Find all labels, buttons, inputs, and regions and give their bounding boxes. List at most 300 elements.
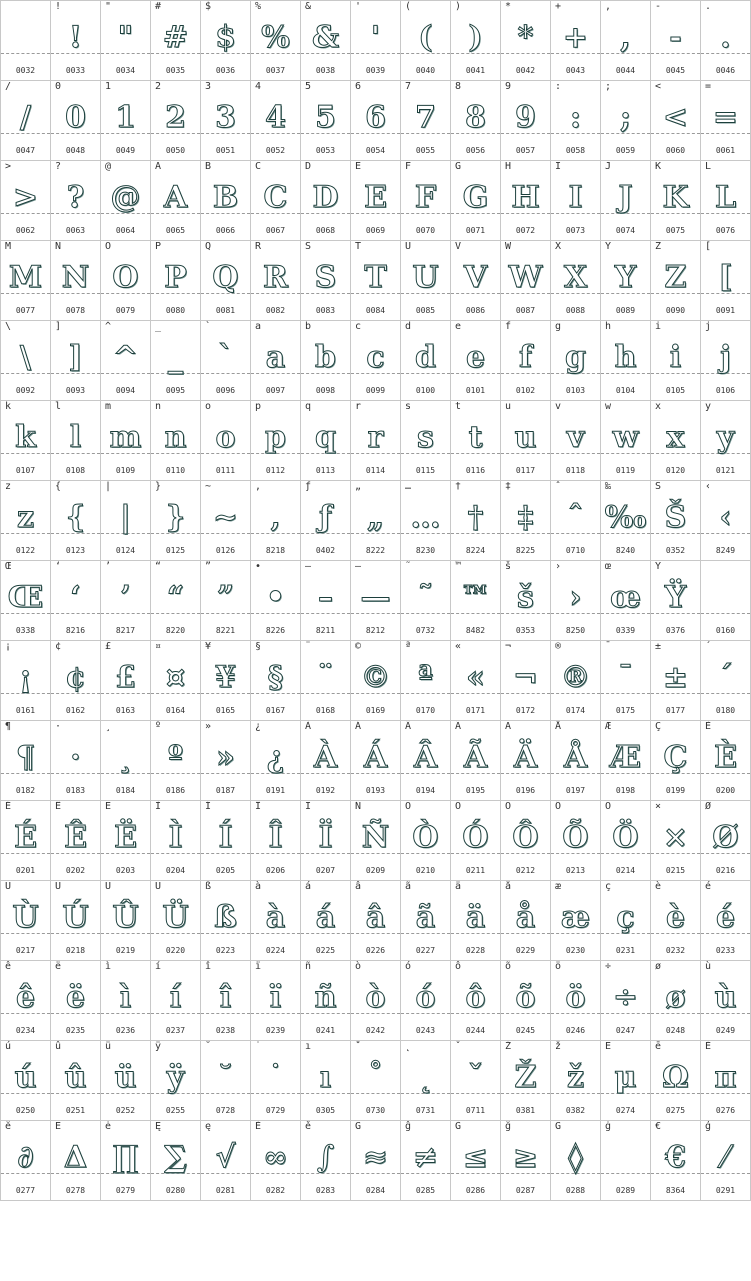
glyph-cell xyxy=(51,401,101,481)
glyph-cell xyxy=(201,321,251,401)
glyph-sample: Á xyxy=(363,740,388,775)
glyph-label: ˜ xyxy=(405,561,412,572)
glyph-sample: j xyxy=(720,340,731,375)
glyph-code: 0068 xyxy=(315,226,336,235)
glyph-sample: p xyxy=(265,420,286,455)
glyph-code: 0119 xyxy=(615,466,636,475)
glyph-code: 0171 xyxy=(465,706,486,715)
glyph-cell xyxy=(401,401,451,481)
glyph-label: š xyxy=(505,561,512,572)
glyph-cell xyxy=(701,161,751,241)
glyph-sample: = xyxy=(712,100,739,135)
glyph-sample: Ê xyxy=(64,820,87,855)
glyph-label: ¬ xyxy=(505,641,512,652)
glyph-code: 0180 xyxy=(715,706,736,715)
glyph-sample: K xyxy=(662,180,689,215)
glyph-label: Ø xyxy=(705,801,712,812)
glyph-label: “ xyxy=(155,561,162,572)
glyph-label: ø xyxy=(655,961,662,972)
glyph-sample: 7 xyxy=(415,100,436,135)
glyph-label: õ xyxy=(505,961,512,972)
glyph-code: 0063 xyxy=(65,226,86,235)
glyph-cell xyxy=(451,1041,501,1121)
glyph-label: ‘ xyxy=(55,561,62,572)
glyph-code: 0286 xyxy=(465,1186,486,1195)
glyph-code: 0711 xyxy=(465,1106,486,1115)
glyph-sample: B xyxy=(212,180,239,215)
glyph-sample: ˙ xyxy=(268,1060,283,1095)
glyph-cell xyxy=(0,881,51,961)
glyph-sample: § xyxy=(267,660,284,695)
glyph-code: 0072 xyxy=(515,226,536,235)
glyph-code: 0042 xyxy=(515,66,536,75)
glyph-code: 0111 xyxy=(215,466,236,475)
glyph-label: ¡ xyxy=(5,641,12,652)
glyph-sample: ë xyxy=(65,980,86,1015)
glyph-label: \ xyxy=(5,321,12,332)
glyph-sample: h xyxy=(614,340,637,375)
glyph-code: 0730 xyxy=(365,1106,386,1115)
glyph-sample: û xyxy=(64,1060,87,1095)
glyph-code: 8225 xyxy=(515,546,536,555)
glyph-code: 0114 xyxy=(365,466,386,475)
glyph-label: Ú xyxy=(55,881,62,892)
glyph-code: 0120 xyxy=(665,466,686,475)
glyph-label: « xyxy=(455,641,462,652)
glyph-sample: 9 xyxy=(515,100,536,135)
glyph-code: 0168 xyxy=(315,706,336,715)
glyph-sample: ñ xyxy=(314,980,337,1015)
glyph-code: 0087 xyxy=(515,306,536,315)
glyph-label: ¤ xyxy=(155,641,162,652)
glyph-label: ª xyxy=(405,641,412,652)
glyph-code: 0288 xyxy=(565,1186,586,1195)
glyph-label: ~ xyxy=(205,481,212,492)
glyph-cell xyxy=(451,161,501,241)
glyph-code: 0088 xyxy=(565,306,586,315)
glyph-cell xyxy=(451,881,501,961)
glyph-cell xyxy=(451,321,501,401)
glyph-cell xyxy=(551,721,601,801)
glyph-cell xyxy=(401,801,451,881)
glyph-cell xyxy=(701,1121,751,1201)
glyph-label: ô xyxy=(455,961,462,972)
glyph-cell xyxy=(351,881,401,961)
glyph-label: × xyxy=(655,801,662,812)
glyph-cell xyxy=(251,1041,301,1121)
glyph-cell xyxy=(201,881,251,961)
glyph-code: 0034 xyxy=(115,66,136,75)
glyph-label: + xyxy=(555,1,562,12)
glyph-label: ± xyxy=(655,641,662,652)
glyph-sample: ) xyxy=(468,20,483,55)
glyph-label: Y xyxy=(605,241,612,252)
glyph-code: 0275 xyxy=(665,1106,686,1115)
glyph-sample: ? xyxy=(66,180,85,215)
glyph-sample: % xyxy=(261,20,290,55)
glyph-label: ê xyxy=(5,961,12,972)
glyph-label: Ó xyxy=(455,801,462,812)
glyph-sample: H xyxy=(511,180,540,215)
glyph-code: 0093 xyxy=(65,386,86,395)
glyph-cell xyxy=(501,561,551,641)
glyph-sample: μ xyxy=(614,1060,637,1095)
glyph-code: 0164 xyxy=(165,706,186,715)
glyph-sample: Š xyxy=(664,500,687,535)
glyph-code: 0112 xyxy=(265,466,286,475)
glyph-code: 0238 xyxy=(215,1026,236,1035)
glyph-label: † xyxy=(455,481,462,492)
glyph-cell xyxy=(0,401,51,481)
glyph-code: 0193 xyxy=(365,786,386,795)
glyph-label: § xyxy=(255,641,262,652)
glyph-code: 0084 xyxy=(365,306,386,315)
glyph-cell xyxy=(301,801,351,881)
glyph-sample xyxy=(1,15,50,61)
glyph-label: ã xyxy=(405,881,412,892)
glyph-cell xyxy=(701,81,751,161)
glyph-label: û xyxy=(55,1041,62,1052)
glyph-label: Ä xyxy=(505,721,512,732)
glyph-code: 0278 xyxy=(65,1186,86,1195)
glyph-code: 0055 xyxy=(415,146,436,155)
glyph-sample: ‘ xyxy=(70,580,81,615)
glyph-sample: ž xyxy=(566,1060,585,1095)
glyph-cell xyxy=(701,481,751,561)
glyph-sample: · xyxy=(70,740,81,775)
glyph-label: ” xyxy=(205,561,212,572)
glyph-cell xyxy=(51,961,101,1041)
glyph-code: 0124 xyxy=(115,546,136,555)
glyph-cell xyxy=(251,241,301,321)
glyph-sample: ≈ xyxy=(362,1140,389,1175)
glyph-sample: Î xyxy=(268,820,283,855)
glyph-sample: À xyxy=(313,740,338,775)
glyph-label: J xyxy=(605,161,612,172)
glyph-label: ¿ xyxy=(255,721,262,732)
glyph-cell xyxy=(501,321,551,401)
glyph-code: 0187 xyxy=(215,786,236,795)
glyph-cell xyxy=(201,801,251,881)
glyph-sample: - xyxy=(669,20,682,55)
glyph-sample: Ï xyxy=(318,820,333,855)
glyph-label: Á xyxy=(355,721,362,732)
glyph-code: 8226 xyxy=(265,626,286,635)
glyph-code: 0041 xyxy=(465,66,486,75)
glyph-label: ö xyxy=(555,961,562,972)
glyph-code: 0118 xyxy=(565,466,586,475)
glyph-sample: u xyxy=(514,420,537,455)
glyph-label: … xyxy=(405,481,412,492)
glyph-cell xyxy=(551,1121,601,1201)
glyph-cell xyxy=(401,561,451,641)
glyph-sample: ¶ xyxy=(15,740,36,775)
glyph-code: 0126 xyxy=(215,546,236,555)
glyph-sample: 8 xyxy=(465,100,486,135)
glyph-code: 0078 xyxy=(65,306,86,315)
glyph-cell xyxy=(301,161,351,241)
glyph-code: 0115 xyxy=(415,466,436,475)
glyph-code: 0045 xyxy=(665,66,686,75)
glyph-sample: ◊ xyxy=(568,1140,583,1175)
glyph-code: 0062 xyxy=(15,226,36,235)
glyph-sample: Ñ xyxy=(361,820,390,855)
glyph-cell xyxy=(51,641,101,721)
glyph-label: Ē xyxy=(605,1041,612,1052)
glyph-label: r xyxy=(355,401,362,412)
glyph-sample: ˆ xyxy=(568,500,583,535)
glyph-label: 3 xyxy=(205,81,212,92)
glyph-code: 0225 xyxy=(315,946,336,955)
glyph-label: ´ xyxy=(705,641,712,652)
glyph-label: È xyxy=(705,721,712,732)
glyph-cell xyxy=(551,401,601,481)
glyph-code: 0125 xyxy=(165,546,186,555)
glyph-label: A xyxy=(155,161,162,172)
glyph-label: î xyxy=(205,961,212,972)
glyph-cell xyxy=(451,561,501,641)
glyph-code: 0038 xyxy=(315,66,336,75)
glyph-code: 0216 xyxy=(715,866,736,875)
glyph-sample: ÿ xyxy=(166,1060,185,1095)
glyph-sample: ı xyxy=(319,1060,332,1095)
glyph-code: 8218 xyxy=(265,546,286,555)
glyph-cell xyxy=(551,641,601,721)
glyph-sample: ø xyxy=(665,980,686,1015)
glyph-label: € xyxy=(655,1121,662,1132)
glyph-label: ò xyxy=(355,961,362,972)
glyph-code: 0121 xyxy=(715,466,736,475)
glyph-sample xyxy=(701,575,750,621)
glyph-cell xyxy=(501,1121,551,1201)
glyph-code: 0075 xyxy=(665,226,686,235)
glyph-sample: † xyxy=(467,500,484,535)
glyph-sample: Ö xyxy=(612,820,639,855)
glyph-cell xyxy=(151,721,201,801)
glyph-cell xyxy=(701,881,751,961)
glyph-sample: « xyxy=(466,660,485,695)
glyph-sample: , xyxy=(620,20,631,55)
glyph-cell xyxy=(501,801,551,881)
glyph-code: 0051 xyxy=(215,146,236,155)
glyph-label: ‚ xyxy=(255,481,262,492)
glyph-label: ¨ xyxy=(305,641,312,652)
glyph-label: Î xyxy=(255,801,262,812)
glyph-sample: ¯ xyxy=(618,660,633,695)
glyph-cell xyxy=(651,721,701,801)
glyph-cell xyxy=(701,1041,751,1121)
glyph-sample: o xyxy=(215,420,236,455)
glyph-cell xyxy=(0,721,51,801)
glyph-cell xyxy=(351,961,401,1041)
glyph-label: Å xyxy=(555,721,562,732)
glyph-code: 0163 xyxy=(115,706,136,715)
glyph-code: 0201 xyxy=(15,866,36,875)
glyph-cell xyxy=(201,641,251,721)
glyph-label: Ï xyxy=(305,801,312,812)
glyph-cell xyxy=(401,81,451,161)
glyph-code: 0090 xyxy=(665,306,686,315)
glyph-sample: ^ xyxy=(112,340,139,375)
glyph-cell xyxy=(101,881,151,961)
glyph-sample: F xyxy=(414,180,437,215)
glyph-sample: æ xyxy=(560,900,591,935)
glyph-sample: b xyxy=(315,340,336,375)
glyph-label: C xyxy=(255,161,262,172)
glyph-cell xyxy=(101,801,151,881)
glyph-cell xyxy=(651,1,701,81)
glyph-cell xyxy=(551,801,601,881)
glyph-label: < xyxy=(655,81,662,92)
glyph-cell xyxy=(301,881,351,961)
glyph-code: 0236 xyxy=(115,1026,136,1035)
glyph-sample: W xyxy=(508,260,543,295)
glyph-sample: ï xyxy=(269,980,282,1015)
glyph-label: ĝ xyxy=(405,1121,412,1132)
glyph-label: ™ xyxy=(455,561,462,572)
glyph-label: ÷ xyxy=(605,961,612,972)
glyph-code: 0195 xyxy=(465,786,486,795)
glyph-sample: 1 xyxy=(115,100,136,135)
glyph-cell xyxy=(301,1041,351,1121)
glyph-sample: Æ xyxy=(609,740,642,775)
glyph-sample: Ô xyxy=(512,820,539,855)
glyph-sample: V xyxy=(463,260,488,295)
glyph-label: â xyxy=(355,881,362,892)
glyph-cell xyxy=(701,321,751,401)
glyph-label: ñ xyxy=(305,961,312,972)
glyph-code: 0247 xyxy=(615,1026,636,1035)
glyph-label: á xyxy=(305,881,312,892)
glyph-label: Z xyxy=(655,241,662,252)
glyph-cell xyxy=(251,1,301,81)
glyph-label: Ü xyxy=(155,881,162,892)
glyph-label: ‰ xyxy=(605,481,612,492)
glyph-label: ˙ xyxy=(255,1041,262,1052)
glyph-cell xyxy=(701,1,751,81)
glyph-code: 0241 xyxy=(315,1026,336,1035)
glyph-label: @ xyxy=(105,161,112,172)
glyph-cell xyxy=(251,1121,301,1201)
glyph-cell xyxy=(201,401,251,481)
glyph-code: 0046 xyxy=(715,66,736,75)
glyph-label: v xyxy=(555,401,562,412)
glyph-sample: ƒ xyxy=(319,500,332,535)
glyph-cell xyxy=(301,961,351,1041)
glyph-sample: ´ xyxy=(718,660,733,695)
glyph-sample: c xyxy=(366,340,385,375)
glyph-sample: â xyxy=(365,900,386,935)
glyph-cell xyxy=(151,961,201,1041)
glyph-cell xyxy=(601,881,651,961)
glyph-label: 8 xyxy=(455,81,462,92)
glyph-cell xyxy=(401,881,451,961)
glyph-code: 0218 xyxy=(65,946,86,955)
glyph-label: ( xyxy=(405,1,412,12)
glyph-label: ç xyxy=(605,881,612,892)
glyph-sample: Ž xyxy=(514,1060,537,1095)
glyph-sample: ” xyxy=(216,580,235,615)
glyph-label: Ġ xyxy=(555,1121,562,1132)
glyph-sample: £ xyxy=(115,660,136,695)
glyph-cell xyxy=(201,561,251,641)
glyph-code: 0182 xyxy=(15,786,36,795)
glyph-code: 0287 xyxy=(515,1186,536,1195)
glyph-code: 0105 xyxy=(665,386,686,395)
glyph-label: Ö xyxy=(605,801,612,812)
glyph-cell xyxy=(201,1041,251,1121)
glyph-sample: Ó xyxy=(462,820,489,855)
glyph-code: 0223 xyxy=(215,946,236,955)
glyph-cell xyxy=(201,721,251,801)
glyph-cell xyxy=(151,1041,201,1121)
glyph-sample: å xyxy=(515,900,536,935)
glyph-code: 0160 xyxy=(715,626,736,635)
glyph-label: É xyxy=(5,801,12,812)
glyph-label: o xyxy=(205,401,212,412)
glyph-cell xyxy=(151,321,201,401)
glyph-label: ˛ xyxy=(405,1041,412,1052)
glyph-sample: 3 xyxy=(215,100,236,135)
glyph-sample: Í xyxy=(218,820,233,855)
glyph-label: L xyxy=(705,161,712,172)
glyph-sample: ¤ xyxy=(165,660,186,695)
glyph-sample: : xyxy=(569,100,582,135)
glyph-sample: ü xyxy=(114,1060,137,1095)
glyph-cell xyxy=(351,1041,401,1121)
glyph-sample: Û xyxy=(112,900,139,935)
glyph-sample: ô xyxy=(465,980,486,1015)
glyph-label: w xyxy=(605,401,612,412)
glyph-cell xyxy=(51,321,101,401)
glyph-sample: " xyxy=(117,20,134,55)
glyph-code: 0058 xyxy=(565,146,586,155)
glyph-sample: € xyxy=(665,1140,686,1175)
glyph-code: 0040 xyxy=(415,66,436,75)
glyph-label: ě xyxy=(305,1121,312,1132)
glyph-cell xyxy=(351,1,401,81)
glyph-label: À xyxy=(305,721,312,732)
glyph-sample: 2 xyxy=(165,100,186,135)
glyph-cell xyxy=(101,1,151,81)
glyph-cell xyxy=(251,961,301,1041)
glyph-label: è xyxy=(655,881,662,892)
glyph-label: a xyxy=(255,321,262,332)
glyph-sample: Ü xyxy=(162,900,189,935)
glyph-code: 0710 xyxy=(565,546,586,555)
glyph-cell xyxy=(101,1121,151,1201)
glyph-sample: Ú xyxy=(62,900,89,935)
glyph-sample: | xyxy=(120,500,131,535)
glyph-label: z xyxy=(5,481,12,492)
glyph-code: 0250 xyxy=(15,1106,36,1115)
glyph-cell xyxy=(501,241,551,321)
glyph-label: / xyxy=(5,81,12,92)
glyph-cell xyxy=(651,561,701,641)
glyph-sample: Ë xyxy=(114,820,137,855)
glyph-label: g xyxy=(555,321,562,332)
glyph-code: 0252 xyxy=(115,1106,136,1115)
glyph-label: ġ xyxy=(605,1121,612,1132)
glyph-code: 0108 xyxy=(65,466,86,475)
glyph-sample: G xyxy=(462,180,489,215)
glyph-code: 0086 xyxy=(465,306,486,315)
glyph-label: - xyxy=(655,1,662,12)
glyph-cell xyxy=(401,961,451,1041)
glyph-label: _ xyxy=(155,321,162,332)
glyph-code: 0032 xyxy=(15,66,36,75)
glyph-cell xyxy=(601,721,651,801)
